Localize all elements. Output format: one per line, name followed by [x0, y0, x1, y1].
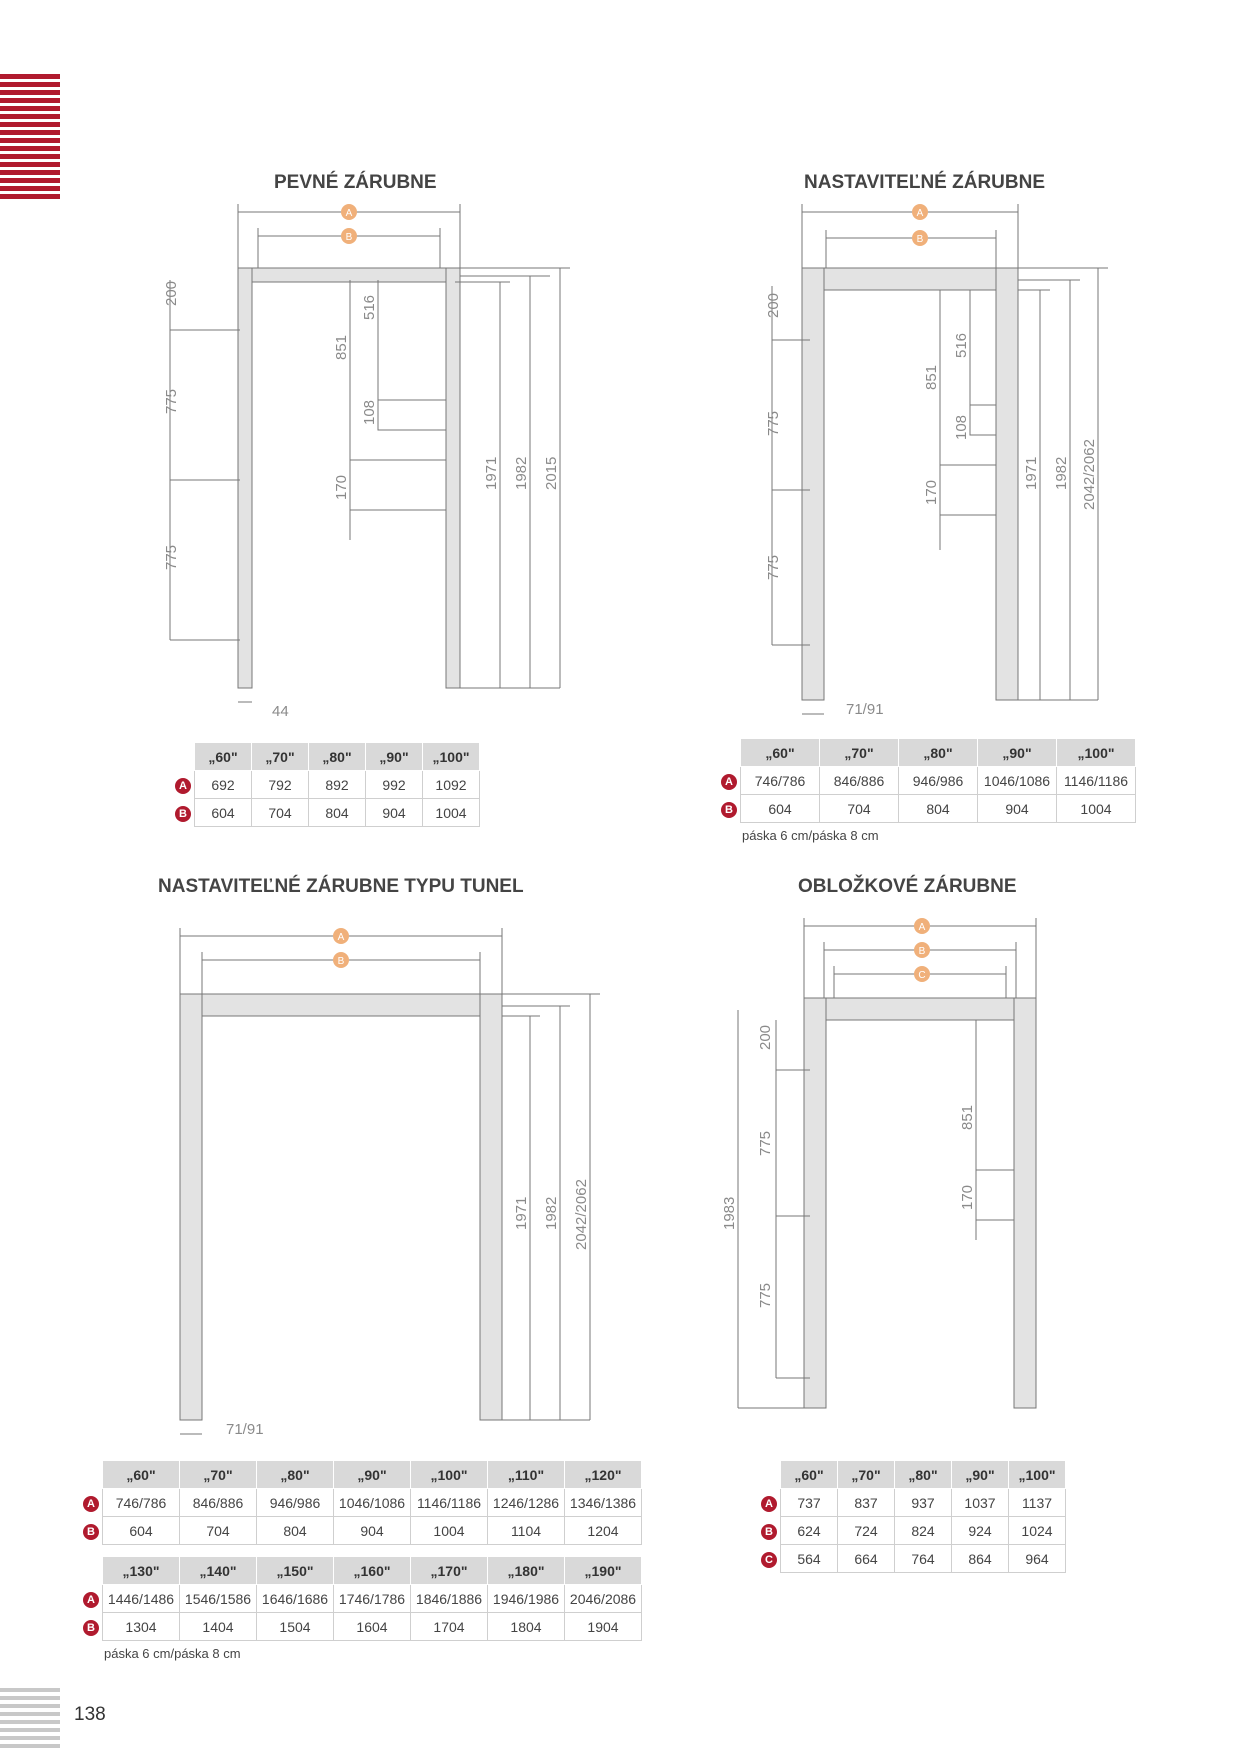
row-label-badge: C — [761, 1552, 777, 1568]
table-cell: 804 — [257, 1517, 334, 1545]
diagram-nastavitelne — [760, 200, 1140, 720]
dim-table-oblozkove — [758, 1460, 1066, 1573]
table-cell: 1146/1186 — [411, 1489, 488, 1517]
row-label-badge: A — [83, 1592, 99, 1608]
badge-b-label: B — [916, 234, 924, 245]
diagram-pevne — [150, 200, 570, 720]
table-cell: 704 — [180, 1517, 257, 1545]
dim-851: 851 — [959, 1104, 976, 1130]
row-label-badge: A — [175, 778, 191, 794]
table-cell: 1004 — [1057, 795, 1136, 823]
row-label-badge: A — [761, 1496, 777, 1512]
table-cell: 604 — [195, 799, 252, 827]
table-cell: 892 — [309, 771, 366, 799]
col-header: „60" — [103, 1461, 180, 1489]
col-header: „70" — [180, 1461, 257, 1489]
badge-a-label: A — [337, 932, 345, 943]
table-cell: 1304 — [103, 1613, 180, 1641]
badge-c-label: C — [918, 970, 926, 981]
table-cell: 1904 — [565, 1613, 642, 1641]
table-row — [758, 1517, 1066, 1545]
col-header: „100" — [411, 1461, 488, 1489]
table-cell: 1104 — [488, 1517, 565, 1545]
dim-108: 108 — [953, 414, 970, 440]
table-cell: 1092 — [423, 771, 480, 799]
dim-170: 170 — [959, 1184, 976, 1210]
table-row — [80, 1489, 642, 1517]
table-cell: 846/886 — [180, 1489, 257, 1517]
table-cell: 704 — [820, 795, 899, 823]
dim-1971: 1971 — [1023, 456, 1040, 490]
table-cell: 1137 — [1009, 1489, 1066, 1517]
table-cell: 964 — [1009, 1545, 1066, 1573]
table-cell: 1404 — [180, 1613, 257, 1641]
frame-head — [180, 994, 502, 1016]
dim-bottom: 71/91 — [226, 1421, 264, 1438]
table-cell: 1346/1386 — [565, 1489, 642, 1517]
table-cell: 724 — [838, 1517, 895, 1545]
frame-right-jamb — [996, 268, 1018, 700]
table-cell: 1146/1186 — [1057, 767, 1136, 795]
col-header: „70" — [838, 1461, 895, 1489]
table-cell: 764 — [895, 1545, 952, 1573]
table-cell: 1204 — [565, 1517, 642, 1545]
badge-b-label: B — [337, 956, 345, 967]
dim-1982: 1982 — [1053, 456, 1070, 490]
row-label-badge: A — [83, 1496, 99, 1512]
col-header: „120" — [565, 1461, 642, 1489]
frame-right-jamb — [480, 994, 502, 1420]
dim-2015: 2015 — [543, 456, 560, 490]
table-cell: 864 — [952, 1545, 1009, 1573]
section-title-tunel: NASTAVITEĽNÉ ZÁRUBNE TYPU TUNEL — [158, 876, 524, 897]
dim-bottom: 44 — [272, 703, 289, 720]
dim-table-tunel-1 — [80, 1460, 642, 1545]
table-cell: 946/986 — [899, 767, 978, 795]
table-row — [80, 1585, 642, 1613]
table-cell: 1704 — [411, 1613, 488, 1641]
diagram-oblozkove — [721, 910, 1070, 1430]
table-cell: 1546/1586 — [180, 1585, 257, 1613]
table-cell: 604 — [741, 795, 820, 823]
table-row — [718, 795, 1136, 823]
frame-left-jamb — [802, 268, 824, 700]
dim-170: 170 — [333, 474, 350, 500]
col-header: „100" — [1057, 739, 1136, 767]
table-cell: 1046/1086 — [334, 1489, 411, 1517]
badge-b-label: B — [918, 946, 926, 957]
table-cell: 1646/1686 — [257, 1585, 334, 1613]
frame-left-jamb — [238, 268, 252, 688]
table-cell: 846/886 — [820, 767, 899, 795]
table-cell: 1746/1786 — [334, 1585, 411, 1613]
table-cell: 692 — [195, 771, 252, 799]
table-cell: 792 — [252, 771, 309, 799]
dim-2042: 2042/2062 — [1081, 439, 1098, 510]
frame-right-jamb — [1014, 998, 1036, 1408]
table-cell: 1037 — [952, 1489, 1009, 1517]
table-cell: 2046/2086 — [565, 1585, 642, 1613]
col-header: „190" — [565, 1557, 642, 1585]
dim-775-b: 775 — [765, 554, 782, 580]
row-label-badge: B — [761, 1524, 777, 1540]
table-cell: 946/986 — [257, 1489, 334, 1517]
dim-1971: 1971 — [483, 456, 500, 490]
dim-1982: 1982 — [513, 456, 530, 490]
col-header: „70" — [252, 743, 309, 771]
table-cell: 1046/1086 — [978, 767, 1057, 795]
table-cell: 564 — [781, 1545, 838, 1573]
col-header: „80" — [895, 1461, 952, 1489]
col-header: „170" — [411, 1557, 488, 1585]
table-cell: 1946/1986 — [488, 1585, 565, 1613]
col-header: „80" — [309, 743, 366, 771]
red-stripe-decoration — [0, 74, 60, 202]
dim-775-a: 775 — [163, 388, 180, 414]
frame-head — [238, 268, 460, 282]
col-header: „110" — [488, 1461, 565, 1489]
frame-right-jamb — [446, 268, 460, 688]
note-paska-tunel: páska 6 cm/páska 8 cm — [104, 1646, 241, 1661]
col-header: „80" — [257, 1461, 334, 1489]
badge-a-label: A — [916, 208, 924, 219]
table-cell: 804 — [899, 795, 978, 823]
table-cell: 904 — [366, 799, 423, 827]
dim-516: 516 — [953, 332, 970, 358]
table-cell: 1604 — [334, 1613, 411, 1641]
dim-775-b: 775 — [163, 544, 180, 570]
row-label-badge: B — [175, 806, 191, 822]
frame-left-jamb — [180, 994, 202, 1420]
col-header: „60" — [741, 739, 820, 767]
col-header: „60" — [781, 1461, 838, 1489]
table-cell: 1004 — [423, 799, 480, 827]
gray-stripe-decoration — [0, 1688, 60, 1752]
frame-left-jamb — [804, 998, 826, 1408]
row-label-badge: A — [721, 774, 737, 790]
table-row — [758, 1545, 1066, 1573]
dim-table-pevne — [172, 742, 480, 827]
row-label-badge: B — [83, 1620, 99, 1636]
table-cell: 824 — [895, 1517, 952, 1545]
table-cell: 746/786 — [103, 1489, 180, 1517]
dim-bottom: 71/91 — [846, 701, 884, 718]
col-header: „60" — [195, 743, 252, 771]
table-cell: 837 — [838, 1489, 895, 1517]
section-title-oblozkove: OBLOŽKOVÉ ZÁRUBNE — [798, 876, 1017, 897]
table-cell: 1446/1486 — [103, 1585, 180, 1613]
dim-1983: 1983 — [721, 1196, 738, 1230]
col-header: „90" — [334, 1461, 411, 1489]
badge-a-label: A — [345, 208, 353, 219]
col-header: „90" — [978, 739, 1057, 767]
section-title-pevne: PEVNÉ ZÁRUBNE — [274, 172, 437, 193]
table-row — [172, 771, 480, 799]
table-row — [80, 1613, 642, 1641]
table-cell: 1246/1286 — [488, 1489, 565, 1517]
table-cell: 1846/1886 — [411, 1585, 488, 1613]
dim-200: 200 — [765, 292, 782, 318]
dim-170: 170 — [923, 479, 940, 505]
note-paska-nastavitelne: páska 6 cm/páska 8 cm — [742, 828, 879, 843]
row-label-badge: B — [83, 1524, 99, 1540]
table-cell: 624 — [781, 1517, 838, 1545]
table-cell: 804 — [309, 799, 366, 827]
dim-200: 200 — [757, 1024, 774, 1050]
col-header: „90" — [366, 743, 423, 771]
table-cell: 1024 — [1009, 1517, 1066, 1545]
col-header: „140" — [180, 1557, 257, 1585]
col-header: „180" — [488, 1557, 565, 1585]
table-cell: 746/786 — [741, 767, 820, 795]
dim-2042: 2042/2062 — [573, 1179, 590, 1250]
col-header: „80" — [899, 739, 978, 767]
frame-head — [802, 268, 1018, 290]
dim-1982: 1982 — [543, 1196, 560, 1230]
col-header: „100" — [423, 743, 480, 771]
table-cell: 604 — [103, 1517, 180, 1545]
table-row — [172, 799, 480, 827]
dim-200: 200 — [163, 280, 180, 306]
table-cell: 664 — [838, 1545, 895, 1573]
table-row — [758, 1489, 1066, 1517]
table-row — [80, 1517, 642, 1545]
table-cell: 904 — [334, 1517, 411, 1545]
table-cell: 924 — [952, 1517, 1009, 1545]
dim-108: 108 — [361, 399, 378, 425]
row-label-badge: B — [721, 802, 737, 818]
dim-775-a: 775 — [765, 410, 782, 436]
col-header: „160" — [334, 1557, 411, 1585]
table-cell: 704 — [252, 799, 309, 827]
page-number: 138 — [74, 1704, 106, 1725]
dim-516: 516 — [361, 294, 378, 320]
table-cell: 1504 — [257, 1613, 334, 1641]
table-cell: 992 — [366, 771, 423, 799]
table-cell: 937 — [895, 1489, 952, 1517]
col-header: „70" — [820, 739, 899, 767]
dim-775-b: 775 — [757, 1282, 774, 1308]
dim-1971: 1971 — [513, 1196, 530, 1230]
dim-table-tunel-2 — [80, 1556, 642, 1641]
dim-table-nastavitelne — [718, 738, 1136, 823]
table-cell: 1004 — [411, 1517, 488, 1545]
table-row — [718, 767, 1136, 795]
col-header: „130" — [103, 1557, 180, 1585]
frame-head — [804, 998, 1036, 1020]
col-header: „100" — [1009, 1461, 1066, 1489]
dim-851: 851 — [923, 364, 940, 390]
table-cell: 737 — [781, 1489, 838, 1517]
table-cell: 904 — [978, 795, 1057, 823]
badge-a-label: A — [918, 922, 926, 933]
table-cell: 1804 — [488, 1613, 565, 1641]
col-header: „150" — [257, 1557, 334, 1585]
diagram-tunel — [150, 920, 610, 1450]
badge-b-label: B — [345, 232, 353, 243]
dim-851: 851 — [333, 334, 350, 360]
dim-775-a: 775 — [757, 1130, 774, 1156]
col-header: „90" — [952, 1461, 1009, 1489]
section-title-nastavitelne: NASTAVITEĽNÉ ZÁRUBNE — [804, 172, 1046, 193]
